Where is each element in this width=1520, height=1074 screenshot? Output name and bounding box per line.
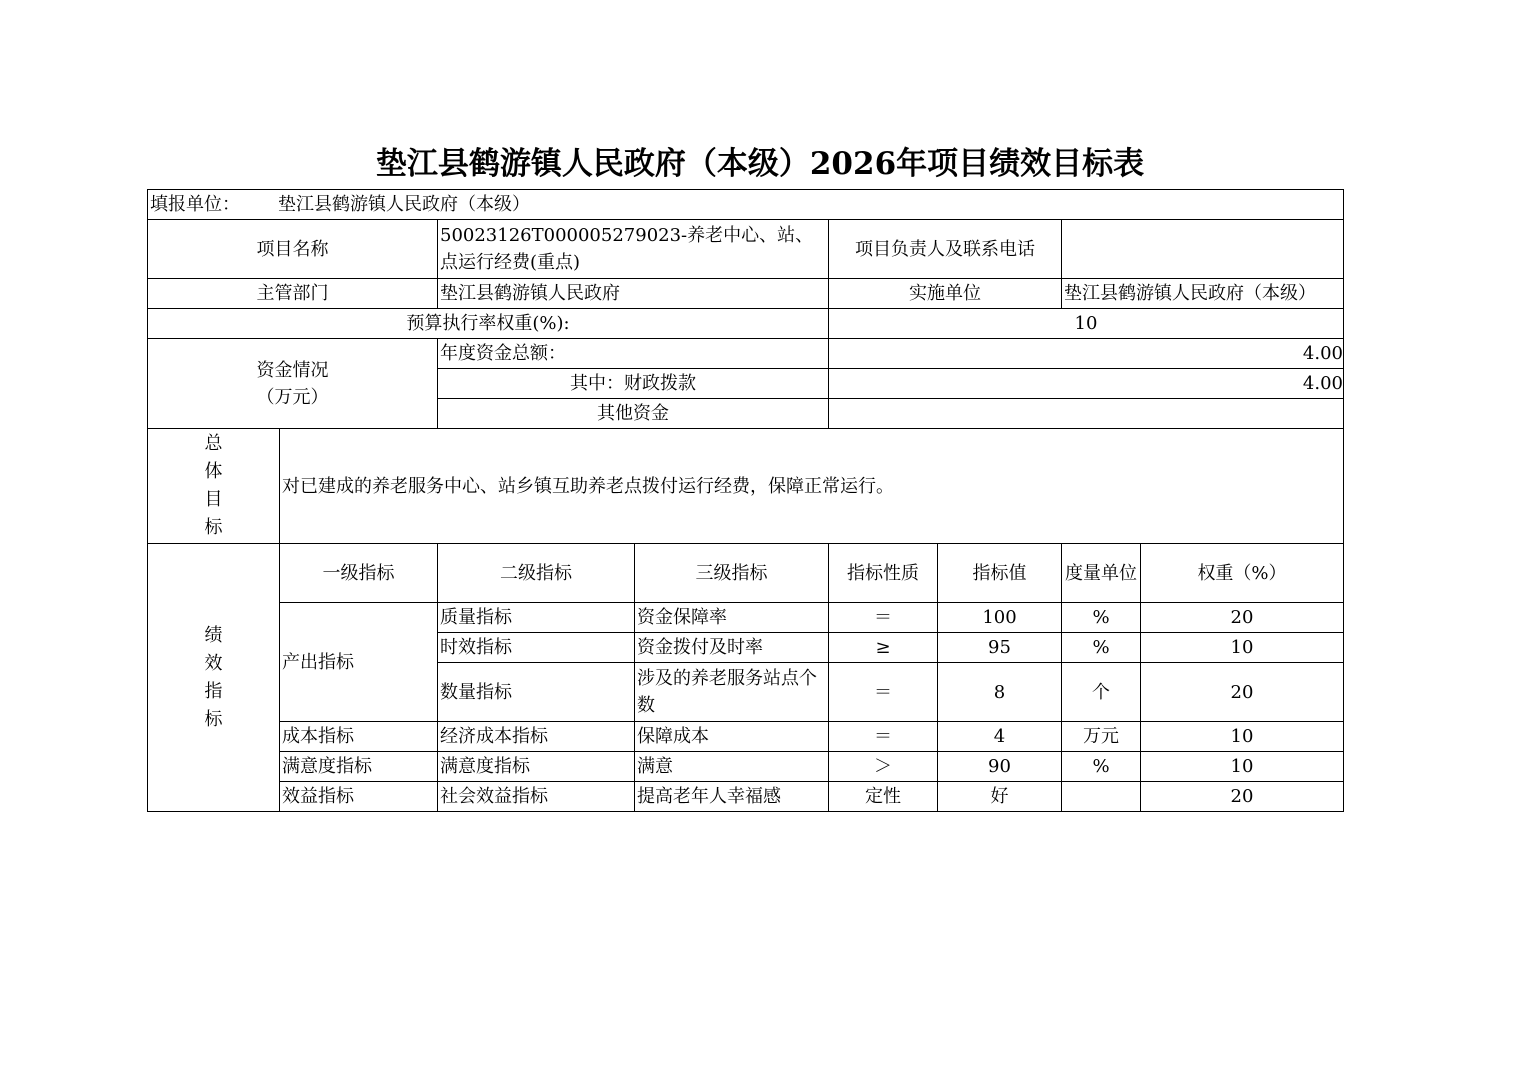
project-lead-label: 项目负责人及联系电话 xyxy=(829,220,1062,279)
perf-label-char: 绩 xyxy=(204,624,223,646)
table-row xyxy=(148,722,1344,752)
cell-level2: 满意度指标 xyxy=(438,752,635,782)
cell-nature: ＞ xyxy=(829,752,938,782)
performance-target-table xyxy=(147,189,1344,812)
cell-level2: 质量指标 xyxy=(438,603,635,633)
cell-unit: 万元 xyxy=(1062,722,1141,752)
cell-weight: 20 xyxy=(1141,782,1344,812)
cell-value: 好 xyxy=(938,782,1062,812)
funds-fiscal-value: 4.00 xyxy=(829,369,1344,399)
cell-level3: 资金保障率 xyxy=(635,603,829,633)
perf-label-char: 效 xyxy=(204,652,223,674)
project-name-value: 50023126T000005279023-养老中心、站、点运行经费(重点) xyxy=(438,220,829,279)
fill-unit-cell xyxy=(148,190,1344,220)
indicator-header-row xyxy=(148,544,1344,603)
cell-value: 8 xyxy=(938,663,1062,722)
table-row xyxy=(148,782,1344,812)
funds-other-label: 其他资金 xyxy=(438,399,829,429)
project-lead-value xyxy=(1062,220,1344,279)
cell-level3: 提高老年人幸福感 xyxy=(635,782,829,812)
perf-label xyxy=(148,544,280,812)
fill-unit-row xyxy=(148,190,1344,220)
cell-value: 4 xyxy=(938,722,1062,752)
funds-fiscal-label: 其中：财政拨款 xyxy=(438,369,829,399)
cell-nature: 定性 xyxy=(829,782,938,812)
goal-label-char: 标 xyxy=(204,517,223,538)
cell-unit xyxy=(1062,782,1141,812)
cell-value: 95 xyxy=(938,633,1062,663)
goal-label-char: 总 xyxy=(204,433,223,454)
dept-label: 主管部门 xyxy=(148,279,438,309)
goal-text: 对已建成的养老服务中心、站乡镇互助养老点拨付运行经费，保障正常运行。 xyxy=(280,429,1344,544)
cell-nature: ＝ xyxy=(829,722,938,752)
header-unit: 度量单位 xyxy=(1062,544,1141,603)
cell-weight: 10 xyxy=(1141,633,1344,663)
cell-nature: ≥ xyxy=(829,633,938,663)
cell-unit: % xyxy=(1062,633,1141,663)
header-value: 指标值 xyxy=(938,544,1062,603)
perf-label-char: 标 xyxy=(204,708,223,730)
cell-level2: 社会效益指标 xyxy=(438,782,635,812)
cell-level3: 保障成本 xyxy=(635,722,829,752)
impl-value: 垫江县鹤游镇人民政府（本级） xyxy=(1062,279,1344,309)
goal-label-char: 体 xyxy=(204,461,223,482)
cell-level2: 经济成本指标 xyxy=(438,722,635,752)
department-row xyxy=(148,279,1344,309)
cell-level3: 满意 xyxy=(635,752,829,782)
cell-level1: 满意度指标 xyxy=(280,752,438,782)
cell-unit: % xyxy=(1062,752,1141,782)
cell-unit: 个 xyxy=(1062,663,1141,722)
goal-label xyxy=(148,429,280,544)
page-title: 垫江县鹤游镇人民政府（本级）2026年项目绩效目标表 xyxy=(375,146,1145,182)
budget-weight-label: 预算执行率权重(%): xyxy=(148,309,829,339)
cell-level3: 资金拨付及时率 xyxy=(635,633,829,663)
fill-unit-label: 填报单位： xyxy=(150,194,240,215)
overall-goal-row xyxy=(148,429,1344,544)
cell-unit: % xyxy=(1062,603,1141,633)
cell-level2: 时效指标 xyxy=(438,633,635,663)
dept-value: 垫江县鹤游镇人民政府 xyxy=(438,279,829,309)
impl-label: 实施单位 xyxy=(829,279,1062,309)
cell-weight: 20 xyxy=(1141,603,1344,633)
table-row xyxy=(148,752,1344,782)
funds-total-value: 4.00 xyxy=(829,339,1344,369)
cell-level1: 产出指标 xyxy=(280,603,438,722)
cell-level1: 成本指标 xyxy=(280,722,438,752)
cell-weight: 10 xyxy=(1141,752,1344,782)
funds-total-row xyxy=(148,339,1344,369)
cell-nature: ＝ xyxy=(829,603,938,633)
budget-weight-row xyxy=(148,309,1344,339)
budget-weight-value: 10 xyxy=(829,309,1344,339)
header-level2: 二级指标 xyxy=(438,544,635,603)
funds-label xyxy=(148,339,438,429)
cell-nature: ＝ xyxy=(829,663,938,722)
header-level3: 三级指标 xyxy=(635,544,829,603)
cell-weight: 10 xyxy=(1141,722,1344,752)
header-weight: 权重（%） xyxy=(1141,544,1344,603)
cell-level1: 效益指标 xyxy=(280,782,438,812)
cell-level2: 数量指标 xyxy=(438,663,635,722)
perf-label-char: 指 xyxy=(204,680,223,702)
goal-label-char: 目 xyxy=(204,489,223,510)
cell-weight: 20 xyxy=(1141,663,1344,722)
funds-total-label: 年度资金总额： xyxy=(438,339,829,369)
header-level1: 一级指标 xyxy=(280,544,438,603)
header-nature: 指标性质 xyxy=(829,544,938,603)
project-name-row xyxy=(148,220,1344,279)
cell-value: 100 xyxy=(938,603,1062,633)
funds-other-value xyxy=(829,399,1344,429)
project-name-label: 项目名称 xyxy=(148,220,438,279)
cell-level3: 涉及的养老服务站点个数 xyxy=(635,663,829,722)
funds-label-line2: （万元） xyxy=(256,386,329,408)
cell-value: 90 xyxy=(938,752,1062,782)
funds-label-line1: 资金情况 xyxy=(256,359,329,381)
fill-unit-value: 垫江县鹤游镇人民政府（本级） xyxy=(278,194,530,215)
table-row xyxy=(148,603,1344,633)
